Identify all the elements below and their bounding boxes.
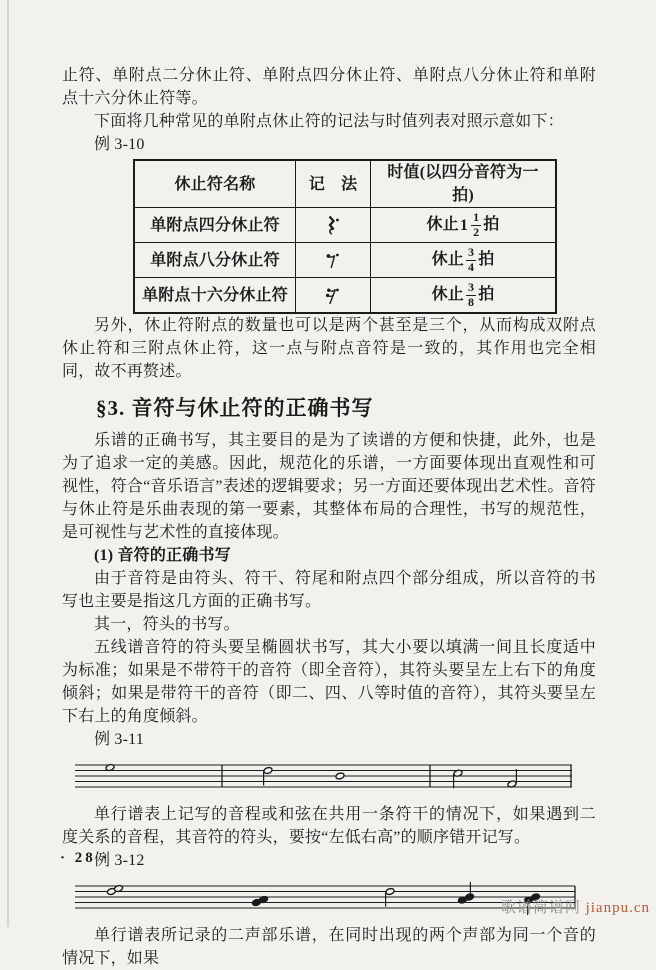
paragraph-table-intro: 下面将几种常见的单附点休止符的记法与时值列表对照示意如下： [94,113,564,130]
dotted-quarter-rest-icon [325,215,341,236]
duration-suffix: 拍 [478,251,495,269]
dotted-sixteenth-rest-icon [325,285,341,306]
paragraph-double-dotted-rests: 另外，休止符附点的数量也可以是两个甚至是三个，从而构成双附点休止符和三附点休止符，这一点与附点音符是一致的，其作用也完全相同，故不再赘述。 [62,317,596,380]
hollow-notehead [335,772,345,780]
table-header-row [134,160,556,208]
table-row [134,243,556,278]
duration-fraction [471,211,481,238]
fraction-denominator: 4 [468,259,475,274]
duration-whole-number: 1 [459,216,469,234]
augmentation-dot [336,219,339,222]
paragraph-rest-list-continuation: 止符、单附点二分休止符、单附点四分休止符、单附点八分休止符和单附点十六分休止符等。 [62,67,596,107]
augmentation-dot [336,289,339,292]
example-label-3-11: 例 3-11 [94,731,144,748]
fraction-numerator: 3 [468,245,475,260]
subheading-note-writing: (1) 音符的正确书写 [94,547,231,564]
example-label-3-12: 例 3-12 [94,852,145,869]
rest-notation-cell [296,243,371,278]
table-row [134,278,556,314]
paragraph-correct-writing-purpose: 乐谱的正确书写，其主要目的是为了读谱的方便和快捷，此外，也是为了追求一定的美感。因此，规范化的乐谱，一方面要体现出直观性和可视性，符合“音乐语言”表述的逻辑要求；另一方面还要体现出艺术性。音符与休止符是乐曲表现的第一要素，其整体布局的合理性，书写的规范性，是可视性与艺术性的直接体现。 [62,432,596,541]
page-content [62,64,596,970]
paragraph-notehead-writing-intro: 其一，符头的书写。 [94,616,240,633]
fraction-denominator: 8 [468,294,475,309]
paragraph-notehead-rules: 五线谱音符的符头要呈椭圆状书写，其大小要以填满一间且长度适中为标准；如果是不带符干的音符（即全音符），其符头要呈左上右下的角度倾斜；如果是带符干的音符（即二、四、八等时值的音符），其符头要呈左下右上的角度倾斜。 [62,639,596,725]
duration-suffix: 拍 [478,286,495,304]
rest-duration-cell [371,243,557,278]
watermark [501,896,650,917]
fraction-denominator: 2 [473,224,480,239]
page-number: · 28 · [60,850,111,866]
rest-name-cell: 单附点十六分休止符 [134,278,296,314]
dotted-eighth-rest-icon [325,250,341,271]
section-heading: §3. 音符与休止符的正确书写 [96,396,374,420]
duration-prefix: 休止 [431,286,464,304]
duration-suffix: 拍 [483,216,500,234]
column-header-rest-name: 休止符名称 [134,160,296,208]
scan-edge-line [7,0,9,927]
column-header-duration: 时值(以四分音符为一拍) [371,160,557,208]
duration-fraction [466,281,476,308]
watermark-site-name: 歌谱简谱网 [500,900,581,916]
rest-duration-cell [371,208,557,243]
staff-svg [62,757,596,799]
duration-prefix: 休止 [431,251,464,269]
fraction-numerator: 3 [468,280,475,295]
paragraph-two-voice-intro: 单行谱表所记录的二声部乐谱，在同时出现的两个声部为同一个音的情况下，如果 [62,927,596,967]
paragraph-second-interval-rule: 单行谱表上记写的音程或和弦在共用一条符干的情况下，如果遇到二度关系的音程，其音符的符头，要按“左低右高”的顺序错开记写。 [62,806,596,846]
duration-prefix: 休止 [426,216,459,234]
filled-notehead [465,893,475,901]
fraction-numerator: 1 [473,210,480,225]
paragraph-note-components: 由于音符是由符头、符干、符尾和附点四个部分组成，所以音符的书写也主要是指这几方面的正确书写。 [62,570,596,610]
watermark-url: jianpu.cn [585,900,650,916]
example-label-3-10: 例 3-10 [94,136,145,153]
hollow-notehead [385,888,395,896]
duration-fraction [466,246,476,273]
augmentation-dot [336,254,339,257]
rest-name-cell: 单附点四分休止符 [134,208,296,243]
rest-name-cell: 单附点八分休止符 [134,243,296,278]
column-header-notation: 记 法 [296,160,371,208]
table-row [134,208,556,243]
rest-notation-cell [296,278,371,314]
rest-notation-cell [296,208,371,243]
rest-duration-cell [371,278,557,314]
music-staff-example-3-11 [62,757,596,801]
dotted-rest-table [133,159,557,314]
hollow-notehead [263,767,273,775]
